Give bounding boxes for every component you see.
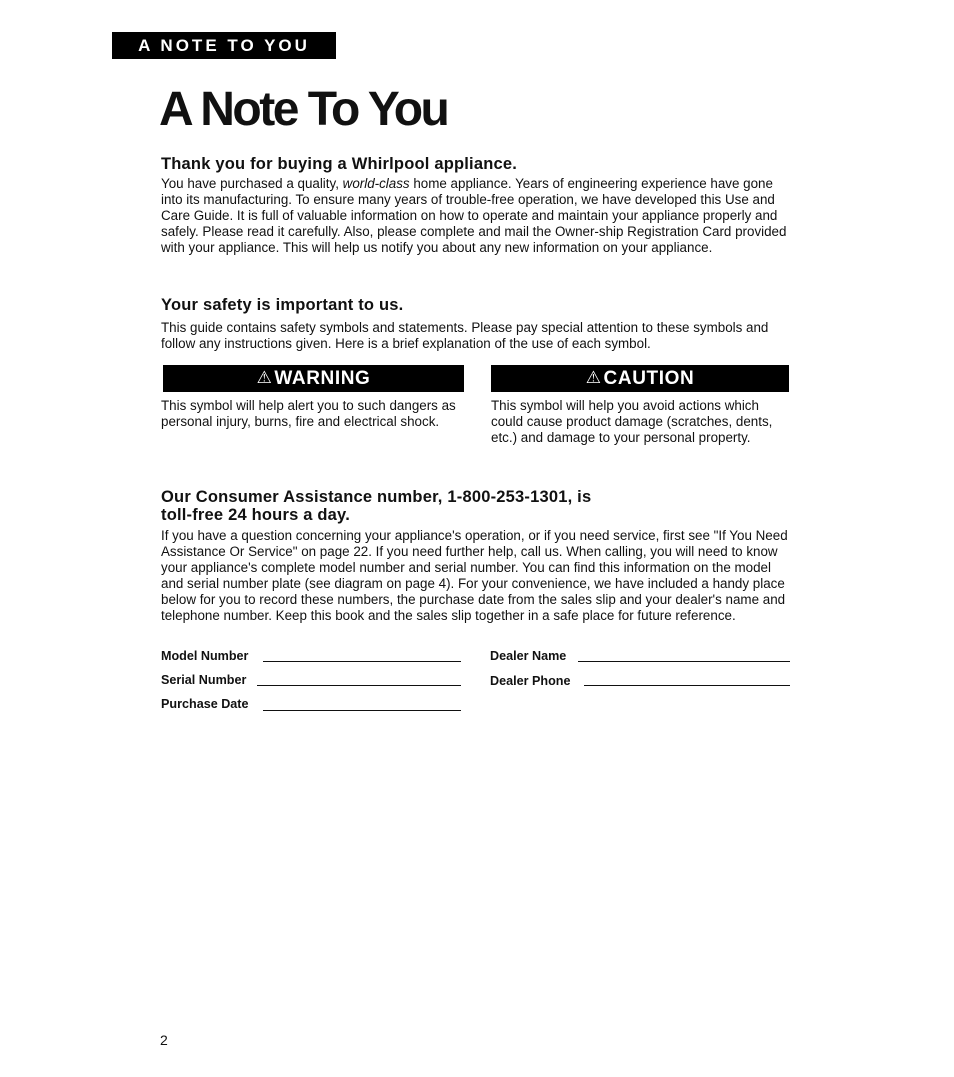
thanks-paragraph — [161, 176, 793, 256]
thanks-heading: Thank you for buying a Whirlpool appliance. — [161, 155, 518, 173]
assistance-paragraph: If you have a question concerning your appliance's operation, or if you need service, first see "If You Need Assistance Or Service" on page 22. If you need further help, call us. When calling, you will need to know your appliance's complete model number and serial number. You can find this information on the model and serial number plate (see diagram on page 4). For your convenience, we have included a handy place below for you to record these numbers, the purchase date from the sales slip and your dealer's name and telephone number. Keep this book and the sales slip together in a safe place for future reference. — [161, 528, 788, 623]
assistance-heading-line2: toll-free 24 hours a day. — [161, 506, 350, 524]
purchase-date-label: Purchase Date — [161, 697, 249, 711]
dealer-phone-line — [584, 685, 790, 686]
caution-description: This symbol will help you avoid actions which could cause product damage (scratches, dents, etc.) and damage to your personal property. — [491, 398, 773, 445]
purchase-date-line — [263, 710, 461, 711]
assistance-heading-line1: Our Consumer Assistance number, 1-800-253-1301, is — [161, 488, 592, 506]
caution-label: CAUTION — [603, 368, 695, 389]
thanks-text-italic: world-class — [342, 176, 410, 191]
thanks-text-end: home appliance. Years of engineering experience have gone into its manufacturing. To ensure many years of trouble-free operation, we have developed this Use and Care Guide. It is full of valuable information on how to operate and maintain your appliance properly and safely. Please read it carefully. Also, please complete and mail the Owner-ship Registration Card provided with your appliance. This will help us notify you about any new information on your appliance. — [161, 176, 787, 255]
thanks-text-start: You have purchased a quality, — [161, 176, 343, 191]
model-number-line — [263, 661, 461, 662]
serial-number-label: Serial Number — [161, 673, 247, 687]
page-number: 2 — [160, 1032, 168, 1048]
warning-triangle-icon: ⚠ — [256, 368, 273, 387]
warning-box — [163, 365, 464, 392]
safety-paragraph: This guide contains safety symbols and statements. Please pay special attention to these symbols and follow any instructions given. Here is a brief explanation of the use of each symbol. — [161, 320, 769, 351]
dealer-name-line — [578, 661, 790, 662]
page-title: A Note To You — [159, 83, 448, 136]
dealer-name-label: Dealer Name — [490, 649, 567, 663]
serial-number-line — [257, 685, 461, 686]
model-number-label: Model Number — [161, 649, 249, 663]
assistance-heading — [161, 488, 591, 524]
warning-description: This symbol will help alert you to such dangers as personal injury, burns, fire and electrical shock. — [161, 398, 456, 429]
safety-heading: Your safety is important to us. — [161, 296, 404, 314]
warning-label: WARNING — [274, 368, 371, 389]
dealer-phone-label: Dealer Phone — [490, 674, 571, 688]
section-banner: A NOTE TO YOU — [112, 32, 336, 59]
caution-triangle-icon: ⚠ — [585, 368, 602, 387]
caution-box — [491, 365, 789, 392]
